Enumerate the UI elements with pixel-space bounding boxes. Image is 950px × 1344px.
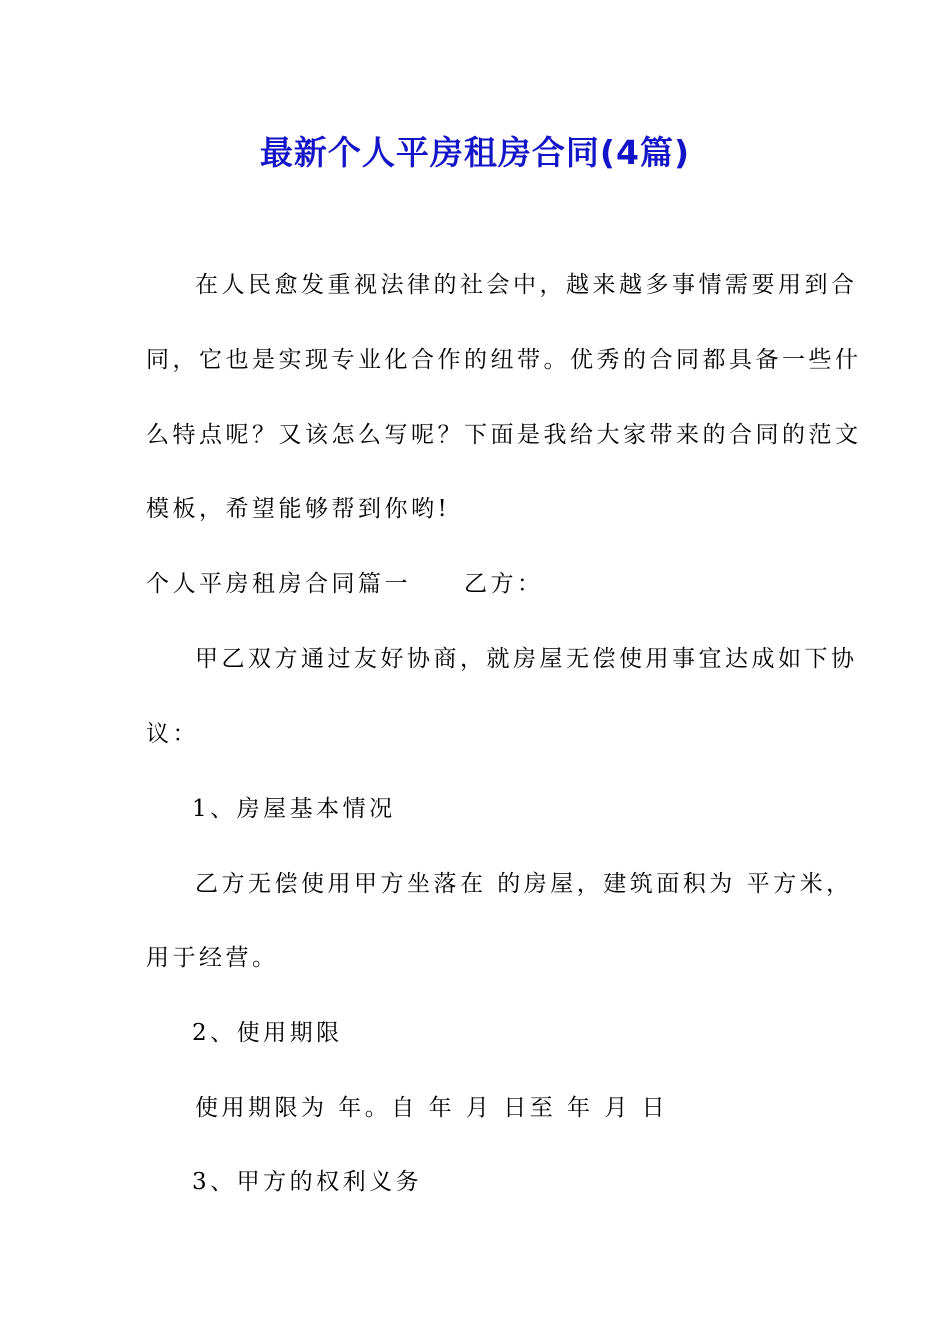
document-title: 最新个人平房租房合同(4篇) <box>259 133 691 172</box>
paragraph-line: 模板，希望能够帮到你哟! <box>146 496 451 522</box>
paragraph-line: 使用期限为 年。自 年 月 日至 年 月 日 <box>195 1095 669 1121</box>
paragraph-line: 用于经营。 <box>146 945 279 971</box>
paragraph-line: 甲乙双方通过友好协商，就房屋无偿使用事宜达成如下协 <box>195 646 858 672</box>
paragraph-line: 乙方无偿使用甲方坐落在 的房屋，建筑面积为 平方米， <box>195 871 853 897</box>
clause-heading: 3、甲方的权利义务 <box>192 1169 423 1195</box>
paragraph-line: 同，它也是实现专业化合作的纽带。优秀的合同都具备一些什 <box>146 347 862 373</box>
section-heading: 个人平房租房合同篇一 乙方： <box>146 571 544 597</box>
clause-heading: 1、房屋基本情况 <box>192 796 396 822</box>
paragraph-line: 在人民愈发重视法律的社会中，越来越多事情需要用到合 <box>195 272 858 298</box>
clause-heading: 2、使用期限 <box>192 1020 343 1046</box>
paragraph-line: 么特点呢？又该怎么写呢？下面是我给大家带来的合同的范文 <box>146 422 862 448</box>
paragraph-line: 议： <box>146 721 199 747</box>
